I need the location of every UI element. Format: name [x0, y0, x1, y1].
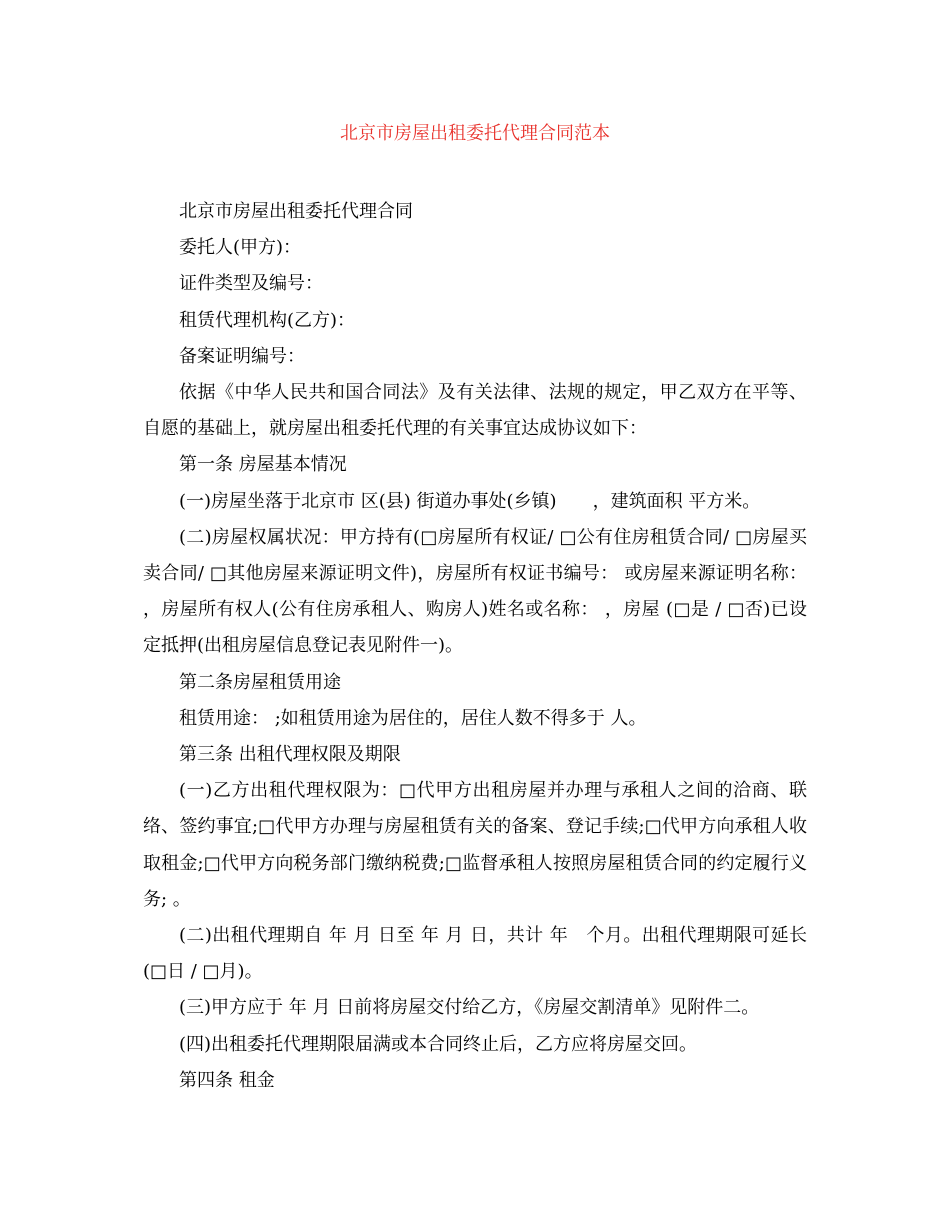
article-4-heading: 第四条 租金 — [179, 1069, 275, 1091]
preamble-paragraph: 依据《中华人民共和国合同法》及有关法律、法规的规定，甲乙双方在平等、自愿的基础上，就房屋出租委托代理的有关事宜达成协议如下： — [143, 382, 807, 440]
article-1-clause-1: (一)房屋坐落于北京市 区(县) 街道办事处(乡镇) ，建筑面积 平方米。 — [179, 490, 761, 512]
document-body — [143, 194, 807, 1099]
article-3-heading: 第三条 出租代理权限及期限 — [179, 744, 401, 766]
article-1-clause-2: (二)房屋权属状况：甲方持有(□房屋所有权证/ □公有住房租赁合同/ □房屋买卖合同/ □其他房屋来源证明文件)，房屋所有权证书编号： 或房屋来源证明名称： ，房屋所有权人(公有住房承租人、购房人)姓名或名称： ，房屋 (□是 / □否)已设定抵押(出租房屋信息登记表见附件一)。 — [143, 526, 807, 657]
principal-party-a: 委托人(甲方)： — [179, 237, 302, 259]
document-title: 北京市房屋出租委托代理合同范本 — [340, 123, 610, 144]
contract-heading: 北京市房屋出租委托代理合同 — [179, 201, 413, 222]
article-1-heading: 第一条 房屋基本情况 — [179, 454, 347, 476]
article-2-heading: 第二条房屋租赁用途 — [179, 671, 341, 693]
article-2-usage: 租赁用途： ;如租赁用途为居住的，居住人数不得多于 人。 — [179, 707, 647, 729]
filing-certificate-number: 备案证明编号： — [179, 345, 305, 367]
agency-party-b: 租赁代理机构(乙方)： — [179, 309, 356, 331]
article-3-clause-3: (三)甲方应于 年 月 日前将房屋交付给乙方，《房屋交割清单》见附件二。 — [179, 997, 760, 1019]
article-3-clause-4: (四)出租委托代理期限届满或本合同终止后，乙方应将房屋交回。 — [179, 1033, 698, 1055]
article-3-clause-1: (一)乙方出租代理权限为：□代甲方出租房屋并办理与承租人之间的洽商、联络、签约事宜;□代甲方办理与房屋租赁有关的备案、登记手续;□代甲方向承租人收取租金;□代甲方向税务部门缴纳税费;□监督承租人按照房屋租赁合同的约定履行义务; 。 — [143, 780, 807, 910]
article-3-clause-2: (二)出租代理期自 年 月 日至 年 月 日，共计 年 个月。出租代理期限可延长(□日 / □月)。 — [143, 925, 807, 983]
id-type-number: 证件类型及编号： — [179, 273, 323, 295]
